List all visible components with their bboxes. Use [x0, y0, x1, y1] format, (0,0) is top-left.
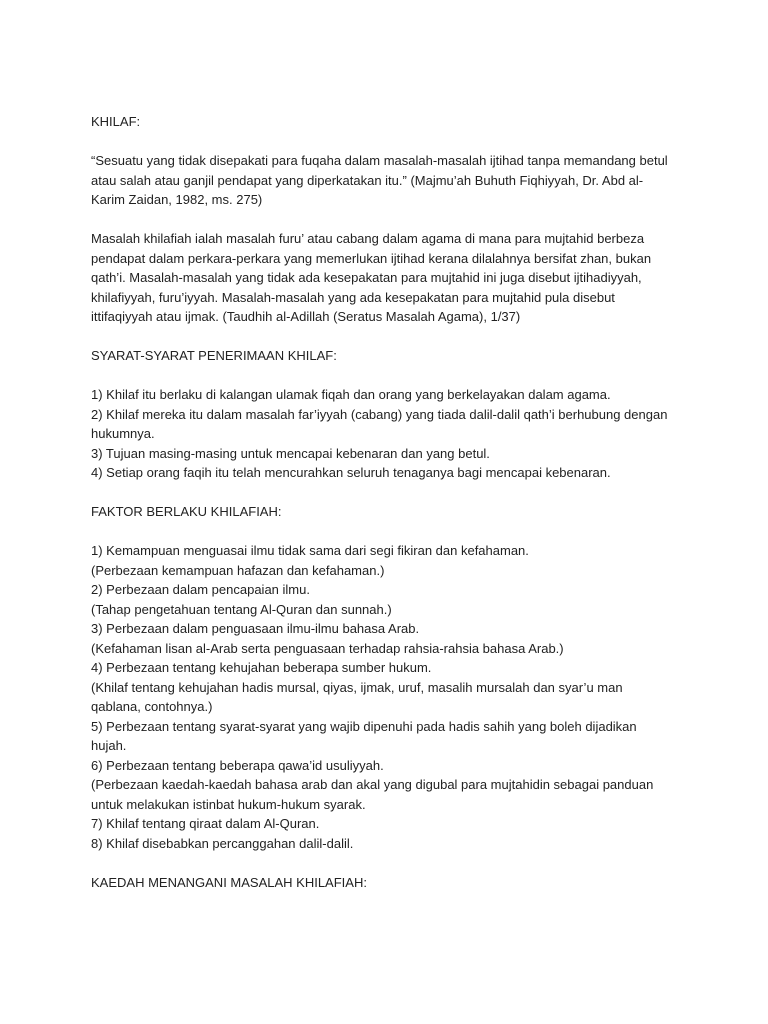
spacer [91, 853, 691, 873]
list-item: (Perbezaan kemampuan hafazan dan kefahaman.) [91, 562, 385, 578]
heading-khilaf: KHILAF: [91, 114, 141, 129]
list-item: 6) Perbezaan tentang beberapa qawa’id usuliyyah. [91, 757, 384, 773]
list-item: hujah. [91, 738, 127, 753]
quote-paragraph [91, 151, 691, 210]
paragraph-line: Masalah khilafiah ialah masalah furu’ atau cabang dalam agama di mana para mujtahid berbeza [91, 231, 645, 246]
document-page [91, 112, 691, 892]
heading-kaedah: KAEDAH MENANGANI MASALAH KHILAFIAH: [91, 874, 367, 890]
list-item: 5) Perbezaan tentang syarat-syarat yang wajib dipenuhi pada hadis sahih yang boleh dijadikan [91, 718, 637, 734]
definition-paragraph [91, 229, 691, 327]
list-item: (Tahap pengetahuan tentang Al-Quran dan sunnah.) [91, 601, 392, 617]
spacer [91, 210, 691, 230]
list-item: 4) Perbezaan tentang kehujahan beberapa sumber hukum. [91, 660, 432, 675]
list-item: hukumnya. [91, 426, 155, 441]
heading-syarat: SYARAT-SYARAT PENERIMAAN KHILAF: [91, 348, 337, 363]
list-item: 1) Kemampuan menguasai ilmu tidak sama dari segi fikiran dan kefahaman. [91, 543, 529, 558]
list-item: (Perbezaan kaedah-kaedah bahasa arab dan akal yang digubal para mujtahidin sebagai panduan [91, 777, 654, 792]
list-item: 7) Khilaf tentang qiraat dalam Al-Quran. [91, 816, 320, 831]
spacer [91, 522, 691, 542]
list-item: 2) Khilaf mereka itu dalam masalah far’iyyah (cabang) yang tiada dalil-dalil qath’i berhubung dengan [91, 406, 668, 422]
spacer [91, 132, 691, 152]
paragraph-line: atau salah atau ganjil pendapat yang diperkatakan itu.” (Majmu’ah Buhuth Fiqhiyyah, Dr. Abd al- [91, 172, 644, 188]
list-item: 8) Khilaf disebabkan percanggahan dalil-dalil. [91, 835, 354, 851]
paragraph-line: Karim Zaidan, 1982, ms. 275) [91, 192, 263, 207]
paragraph-line: qath’i. Masalah-masalah yang tidak ada kesepakatan para mujtahid ini juga disebut ijtihadiyyah, [91, 270, 642, 285]
list-item: (Khilaf tentang kehujahan hadis mursal, qiyas, ijmak, uruf, masalih mursalah dan syar’u man [91, 679, 623, 695]
paragraph-line: ittifaqiyyah atau ijmak. (Taudhih al-Adillah (Seratus Masalah Agama), 1/37) [91, 309, 521, 324]
paragraph-line: “Sesuatu yang tidak disepakati para fuqaha dalam masalah-masalah ijtihad tanpa memandang betul [91, 153, 668, 168]
list-item: 2) Perbezaan dalam pencapaian ilmu. [91, 582, 310, 597]
spacer [91, 483, 691, 503]
list-item: 3) Perbezaan dalam penguasaan ilmu-ilmu bahasa Arab. [91, 621, 420, 636]
syarat-list [91, 385, 691, 483]
spacer [91, 366, 691, 386]
list-item: 3) Tujuan masing-masing untuk mencapai kebenaran dan yang betul. [91, 445, 490, 461]
faktor-list [91, 541, 691, 853]
list-item: qablana, contohnya.) [91, 699, 213, 714]
list-item: untuk melakukan istinbat hukum-hukum syarak. [91, 796, 366, 812]
list-item: 1) Khilaf itu berlaku di kalangan ulamak fiqah dan orang yang berkelayakan dalam agama. [91, 387, 611, 402]
list-item: 4) Setiap orang faqih itu telah mencurahkan seluruh tenaganya bagi mencapai kebenaran. [91, 465, 611, 480]
paragraph-line: khilafiyyah, furu’iyyah. Masalah-masalah yang ada kesepakatan para mujtahid pula disebut [91, 289, 615, 305]
paragraph-line: pendapat dalam perkara-perkara yang memerlukan ijtihad kerana dilalahnya bersifat zhan, bukan [91, 250, 652, 266]
heading-faktor: FAKTOR BERLAKU KHILAFIAH: [91, 504, 282, 519]
list-item: (Kefahaman lisan al-Arab serta penguasaan terhadap rahsia-rahsia bahasa Arab.) [91, 640, 564, 656]
spacer [91, 327, 691, 347]
